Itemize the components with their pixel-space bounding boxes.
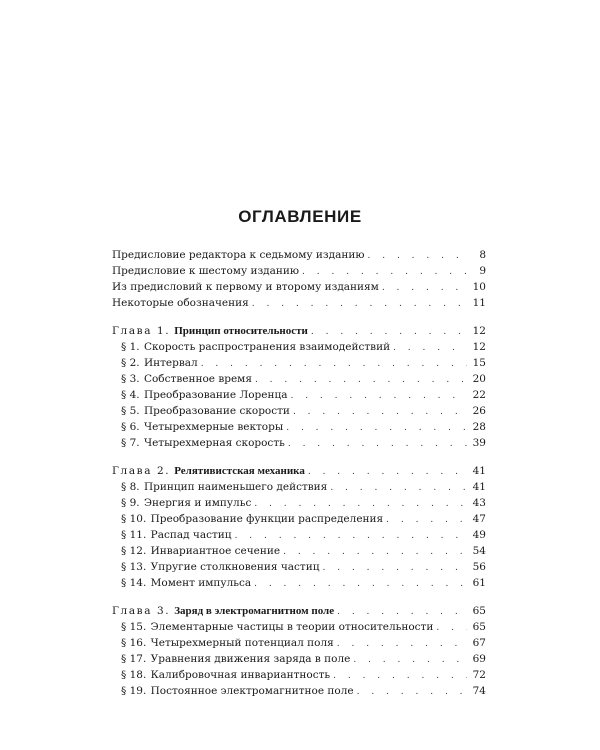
spacer [112,591,486,603]
toc-section-title: § 3. Собственное время [121,373,252,385]
toc-section-title: § 9. Энергия и импульс [121,497,252,509]
toc-section-title: § 19. Постоянное электромагнитное поле [121,685,354,697]
toc-section-title: § 5. Преобразование скорости [121,405,290,417]
dot-leader [252,296,467,312]
toc-entry-title: Некоторые обозначения [112,297,249,309]
toc-entry-title: Предисловие редактора к седьмому изданию [112,249,365,261]
dot-leader [302,264,467,280]
toc-section-7[interactable] [112,435,486,451]
toc-entry-page: 22 [472,389,486,401]
chapter-prefix: Глава 3. [112,605,171,617]
toc-entry-page: 69 [472,653,486,665]
chapter-prefix: Глава 1. [112,325,171,337]
dot-leader [288,436,467,452]
toc-chapter-3[interactable] [112,603,486,619]
toc-section-title: § 6. Четырехмерные векторы [121,421,284,433]
dot-leader [393,340,467,356]
toc-entry-notation[interactable] [112,295,486,311]
toc-entry-page: 11 [472,297,486,309]
toc-section-10[interactable] [112,511,486,527]
toc-entry-page: 56 [472,561,486,573]
dot-leader [337,636,467,652]
toc-section-4[interactable] [112,387,486,403]
toc-entry-preface-sixth[interactable] [112,263,486,279]
toc-section-13[interactable] [112,559,486,575]
dot-leader [254,576,467,592]
toc-chapter-2[interactable] [112,463,486,479]
toc-entry-title: Из предисловий к первому и второму изданиям [112,281,379,293]
spacer [112,451,486,463]
dot-leader [290,388,467,404]
dot-leader [293,404,467,420]
toc-entry-page: 41 [472,481,486,493]
toc-chapter-title [112,603,334,619]
toc-entry-page: 74 [472,685,486,697]
toc-section-title: § 12. Инвариантное сечение [121,545,281,557]
toc-entry-page: 43 [472,497,486,509]
toc-entry-title: Предисловие к шестому изданию [112,265,300,277]
dot-leader [368,248,468,264]
toc-section-title: § 10. Преобразование функции распределения [121,513,384,525]
toc-entry-page: 8 [479,249,486,261]
toc-entry-page: 72 [472,669,486,681]
toc-section-19[interactable] [112,683,486,699]
chapter-prefix: Глава 2. [112,465,171,477]
toc-entry-page: 20 [472,373,486,385]
dot-leader [333,668,467,684]
toc-section-title: § 8. Принцип наименьшего действия [121,481,328,493]
toc-section-11[interactable] [112,527,486,543]
toc-section-1[interactable] [112,339,486,355]
toc-section-8[interactable] [112,479,486,495]
dot-leader [337,604,467,620]
dot-leader [255,372,467,388]
toc-section-12[interactable] [112,543,486,559]
toc-section-title: § 16. Четырехмерный потенциал поля [121,637,334,649]
table-of-contents [112,247,486,699]
toc-chapter-1[interactable] [112,323,486,339]
dot-leader [436,620,467,636]
toc-entry-page: 12 [472,341,486,353]
toc-entry-page: 39 [472,437,486,449]
toc-entry-page: 41 [472,465,486,477]
dot-leader [286,420,467,436]
toc-section-title: § 1. Скорость распространения взаимодействий [121,341,391,353]
dot-leader [308,464,467,480]
toc-section-16[interactable] [112,635,486,651]
toc-section-title: § 13. Упругие столкновения частиц [121,561,320,573]
toc-section-title: § 15. Элементарные частицы в теории относительности [121,621,434,633]
toc-section-title: § 18. Калибровочная инвариантность [121,669,331,681]
toc-entry-page: 15 [472,357,486,369]
toc-entry-page: 12 [472,325,486,337]
toc-entry-page: 65 [472,621,486,633]
dot-leader [330,480,467,496]
spacer [112,311,486,323]
toc-chapter-title [112,323,308,339]
dot-leader [235,528,467,544]
toc-entry-page: 49 [472,529,486,541]
toc-entry-page: 10 [472,281,486,293]
dot-leader [382,280,467,296]
chapter-name: Релятивистская механика [174,465,305,477]
chapter-name: Заряд в электромагнитном поле [174,605,335,617]
toc-section-15[interactable] [112,619,486,635]
toc-entry-preface-editor[interactable] [112,247,486,263]
toc-section-2[interactable] [112,355,486,371]
toc-section-title: § 17. Уравнения движения заряда в поле [121,653,351,665]
dot-leader [357,684,467,700]
toc-section-title: § 4. Преобразование Лоренца [121,389,288,401]
dot-leader [283,544,467,560]
toc-entry-page: 65 [472,605,486,617]
dot-leader [311,324,467,340]
dot-leader [322,560,467,576]
toc-entry-preface-first-second[interactable] [112,279,486,295]
toc-section-9[interactable] [112,495,486,511]
dot-leader [201,356,467,372]
toc-entry-page: 67 [472,637,486,649]
toc-section-title: § 14. Момент импульса [121,577,252,589]
toc-section-title: § 11. Распад частиц [121,529,232,541]
toc-entry-page: 61 [472,577,486,589]
toc-section-6[interactable] [112,419,486,435]
toc-entry-page: 9 [479,265,486,277]
toc-section-14[interactable] [112,575,486,591]
toc-entry-page: 47 [472,513,486,525]
toc-entry-page: 54 [472,545,486,557]
toc-section-title: § 7. Четырехмерная скорость [121,437,285,449]
dot-leader [386,512,467,528]
toc-section-18[interactable] [112,667,486,683]
toc-chapter-title [112,463,305,479]
toc-entry-page: 28 [472,421,486,433]
toc-section-title: § 2. Интервал [121,357,198,369]
dot-leader [353,652,467,668]
toc-section-5[interactable] [112,403,486,419]
toc-entry-page: 26 [472,405,486,417]
chapter-name: Принцип относительности [174,325,308,337]
dot-leader [254,496,467,512]
toc-section-3[interactable] [112,371,486,387]
toc-section-17[interactable] [112,651,486,667]
page-title: ОГЛАВЛЕНИЕ [238,207,362,226]
